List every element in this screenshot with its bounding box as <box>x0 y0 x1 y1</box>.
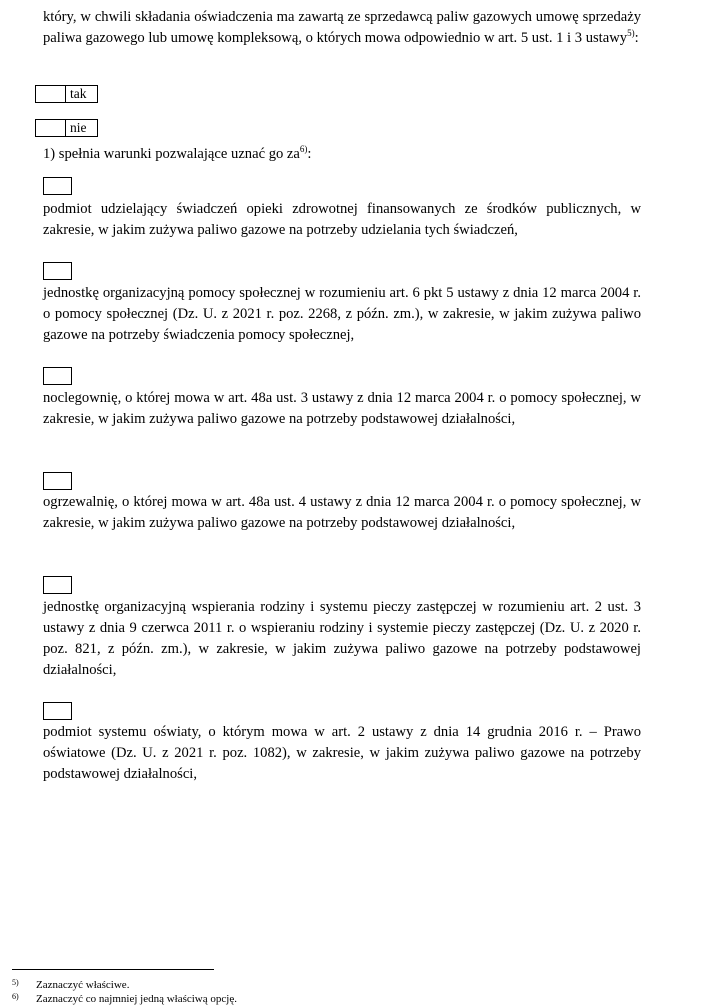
yes-label: tak <box>70 86 87 101</box>
item-checkbox-6[interactable] <box>43 702 72 720</box>
question-text: 1) spełnia warunki pozwalające uznać go za <box>43 146 300 162</box>
item-checkbox-1[interactable] <box>43 177 72 195</box>
item-text-5: jednostkę organizacyjną wspierania rodziny i systemu pieczy zastępczej w rozumieniu art. 2 ust. 3 ustawy z dnia 9 czerwca 2011 r. o wspieraniu rodziny i systemie pieczy zastępczej (Dz. U. z 2020 r. poz. 821, z późn. zm.), w zakresie, w jakim zużywa paliwo gazowe na potrzeby podstawowej działalności, <box>43 599 641 678</box>
item-text-3: noclegownię, o której mowa w art. 48a ust. 3 ustawy z dnia 12 marca 2004 r. o pomocy społecznej, w zakresie, w jakim zużywa paliwo gazowe na potrzeby podstawowej działalności, <box>43 390 641 427</box>
item-checkbox-5[interactable] <box>43 576 72 594</box>
option-yes-row[interactable] <box>35 85 98 103</box>
yes-checkbox[interactable] <box>36 86 66 102</box>
footnote-5: 5) Zaznaczyć właściwe. <box>12 978 130 991</box>
item-checkbox-3[interactable] <box>43 367 72 385</box>
question-paragraph: 1) spełnia warunki pozwalające uznać go $za^{6)}$: <box>43 144 312 162</box>
item-checkbox-2[interactable] <box>43 262 72 280</box>
item-text-6: podmiot systemu oświaty, o którym mowa w art. 2 ustawy z dnia 14 grudnia 2016 r. – Prawo oświatowe (Dz. U. z 2021 r. poz. 1082), w zakresie, w jakim zużywa paliwo gazowe na potrzeby podstawowej działalności, <box>43 724 641 782</box>
no-label: nie <box>70 120 87 135</box>
item-text-1: podmiot udzielający świadczeń opieki zdrowotnej finansowanych ze środków publicznych, w zakresie, w jakim zużywa paliwo gazowe na potrzeby udzielania tych świadczeń, <box>43 201 641 238</box>
item-text-2: jednostkę organizacyjną pomocy społecznej w rozumieniu art. 6 pkt 5 ustawy z dnia 12 marca 2004 r. o pomocy społecznej (Dz. U. z 2021 r. poz. 2268, z późn. zm.), w zakresie, w jakim zużywa paliwo gazowe na potrzeby świadczenia pomocy społecznej, <box>43 285 641 343</box>
item-checkbox-4[interactable] <box>43 472 72 490</box>
footnote-ref-6[interactable]: 6) <box>299 144 308 154</box>
footnote-6: 6) Zaznaczyć co najmniej jedną właściwą opcję. <box>12 992 237 1005</box>
intro-text: który, w chwili składania oświadczenia ma zawartą ze sprzedawcą paliw gazowych umowę sprzedaży paliwa gazowego lub umowę kompleksową, o których mowa odpowiednio w art. 5 ust. 1 i 3 ustawy <box>43 9 641 46</box>
intro-paragraph: który, w chwili składania oświadczenia ma zawartą ze sprzedawcą paliw gazowych umowę sprzedaży paliwa gazowego lub umowę kompleksową, o których mowa odpowiednio w art. 5 ust. 1 i 3 ustawy$^{5)}$: <box>43 9 641 46</box>
footnote-ref-5[interactable]: 5) <box>627 28 635 38</box>
no-checkbox[interactable] <box>36 120 66 136</box>
footnote-separator <box>12 969 214 970</box>
option-no-row[interactable] <box>35 119 98 137</box>
item-text-4: ogrzewalnię, o której mowa w art. 48a ust. 4 ustawy z dnia 12 marca 2004 r. o pomocy społecznej, w zakresie, w jakim zużywa paliwo gazowe na potrzeby podstawowej działalności, <box>43 494 641 531</box>
